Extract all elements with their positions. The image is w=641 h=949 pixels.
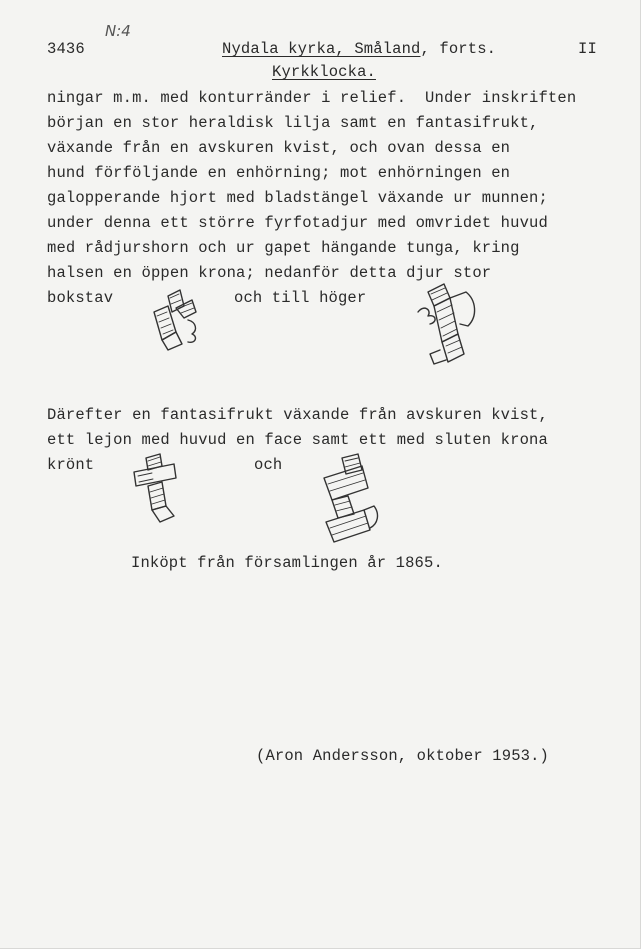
card-number: 3436 xyxy=(47,40,85,58)
body-line-1: ningar m.m. med konturränder i relief. Under inskriften xyxy=(47,89,577,107)
page-label: II xyxy=(578,40,597,58)
gothic-letter-k-sketch xyxy=(148,286,204,359)
gothic-letter-t-sketch xyxy=(130,452,186,529)
body-line-12b: och xyxy=(254,456,283,474)
church-title: Nydala kyrka, Småland xyxy=(222,40,421,58)
body-line-2: början en stor heraldisk lilja samt en fantasifrukt, xyxy=(47,114,539,132)
gothic-letter-a-sketch xyxy=(312,452,384,553)
body-line-6: under denna ett större fyrfotadjur med omvridet huvud xyxy=(47,214,548,232)
author-signature: (Aron Andersson, oktober 1953.) xyxy=(256,747,549,765)
body-line-8: halsen en öppen krona; nedanför detta djur stor xyxy=(47,264,492,282)
body-line-7: med rådjurshorn och ur gapet hängande tunga, kring xyxy=(47,239,520,257)
title-suffix: , forts. xyxy=(420,40,497,58)
body-line-10: Därefter en fantasifrukt växande från avskuren kvist, xyxy=(47,406,548,424)
subtitle: Kyrkklocka. xyxy=(272,63,376,81)
body-line-5: galopperande hjort med bladstängel växande ur munnen; xyxy=(47,189,548,207)
body-line-9b: och till höger xyxy=(234,289,367,307)
body-line-3: växande från en avskuren kvist, och ovan dessa en xyxy=(47,139,511,157)
header-title-line xyxy=(222,40,496,58)
body-line-4: hund förföljande en enhörning; mot enhörningen en xyxy=(47,164,511,182)
gothic-letter-ribbon-sketch xyxy=(410,280,490,375)
handwritten-mark: N:4 xyxy=(105,22,131,40)
body-line-9a: bokstav xyxy=(47,289,114,307)
body-line-11: ett lejon med huvud en face samt ett med sluten krona xyxy=(47,431,548,449)
body-line-12a: krönt xyxy=(47,456,95,474)
purchase-note: Inköpt från församlingen år 1865. xyxy=(131,554,443,572)
